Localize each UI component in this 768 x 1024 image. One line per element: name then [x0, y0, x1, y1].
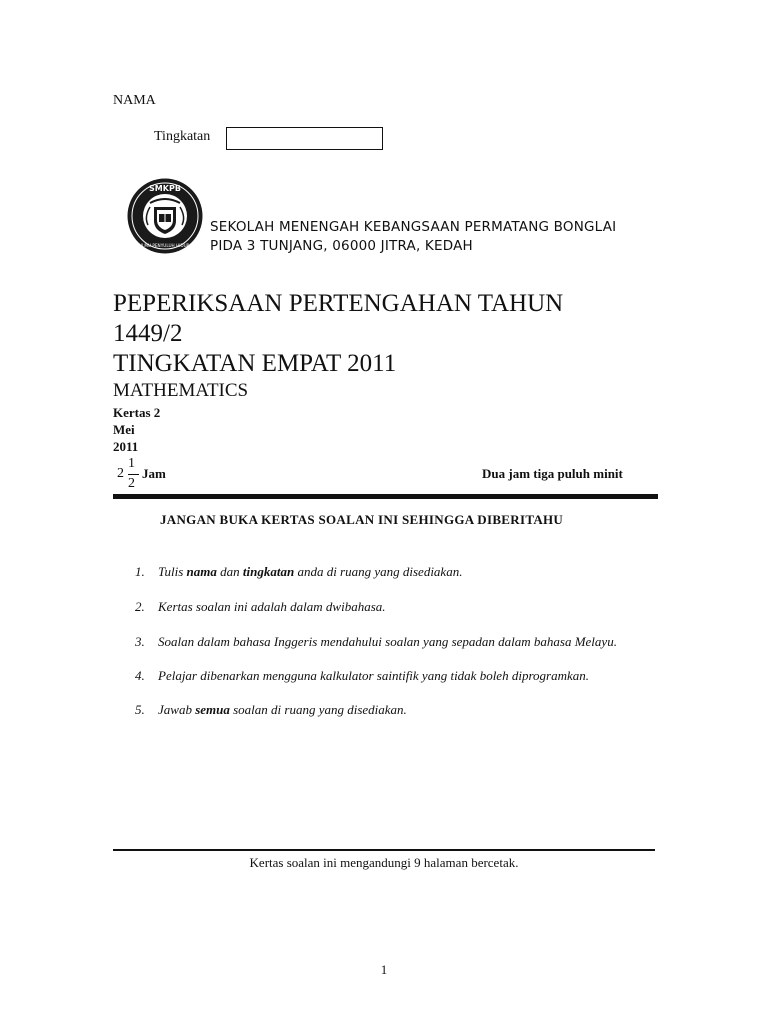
warning-notice: JANGAN BUKA KERTAS SOALAN INI SEHINGGA DIBERITAHU — [160, 512, 564, 527]
school-name: SEKOLAH MENENGAH KEBANGSAAN PERMATANG BONGLAI — [210, 219, 617, 235]
duration-numerator: 1 — [128, 456, 135, 471]
instruction-text: Tulis — [158, 564, 187, 579]
instruction-bold-tingkatan: tingkatan — [242, 564, 295, 579]
page-number: 1 — [380, 962, 388, 977]
exam-code: 1449/2 — [113, 320, 183, 347]
exam-year: 2011 — [113, 439, 139, 454]
exam-month: Mei — [113, 422, 135, 437]
duration-whole: 2 — [117, 466, 124, 481]
instruction-item — [133, 701, 658, 719]
footer-divider — [113, 849, 655, 851]
tingkatan-field[interactable] — [226, 127, 383, 150]
instruction-item — [133, 633, 658, 651]
instruction-text: Pelajar dibenarkan mengguna kalkulator saintifik yang tidak boleh diprogramkan. — [158, 668, 589, 683]
school-crest-logo — [126, 177, 204, 255]
instruction-item — [133, 667, 658, 685]
instruction-text: Soalan dalam bahasa Inggeris mendahului soalan yang sepadan dalam bahasa Melayu. — [158, 634, 617, 649]
logo-text-top: SMKPB — [149, 184, 181, 193]
instruction-text: soalan di ruang yang disediakan. — [229, 702, 407, 717]
instruction-text: Jawab — [158, 702, 196, 717]
instruction-bold-nama: nama — [186, 564, 217, 579]
school-block — [210, 218, 616, 256]
paper-number: Kertas 2 — [113, 405, 161, 420]
instruction-bold-semua: semua — [195, 702, 230, 717]
instruction-item — [133, 598, 658, 616]
exam-form: TINGKATAN EMPAT 2011 — [113, 350, 397, 377]
duration-unit: Jam — [142, 466, 166, 481]
instruction-number: 4. — [135, 668, 145, 683]
nama-label: NAMA — [113, 93, 156, 108]
instruction-item — [133, 563, 658, 581]
duration-denominator: 2 — [128, 476, 135, 491]
header-divider — [113, 494, 658, 499]
instruction-text: anda di ruang yang disediakan. — [294, 564, 463, 579]
instruction-text: dan — [216, 564, 243, 579]
instruction-number: 3. — [135, 634, 145, 649]
instruction-number: 5. — [135, 702, 145, 717]
instruction-number: 1. — [135, 564, 145, 579]
school-address: PIDA 3 TUNJANG, 06000 JITRA, KEDAH — [210, 238, 473, 254]
fraction-bar — [128, 474, 139, 475]
subject: MATHEMATICS — [113, 380, 249, 401]
duration-words: Dua jam tiga puluh minit — [482, 466, 623, 481]
instruction-text: Kertas soalan ini adalah dalam dwibahasa. — [158, 599, 386, 614]
exam-title: PEPERIKSAAN PERTENGAHAN TAHUN — [113, 290, 564, 317]
tingkatan-label: Tingkatan — [154, 129, 211, 144]
page-count-note: Kertas soalan ini mengandungi 9 halaman bercetak. — [249, 855, 519, 870]
instructions-list — [133, 563, 658, 719]
instruction-number: 2. — [135, 599, 145, 614]
logo-text-bottom: ILMU PENYULUH HIDUP — [140, 243, 190, 248]
